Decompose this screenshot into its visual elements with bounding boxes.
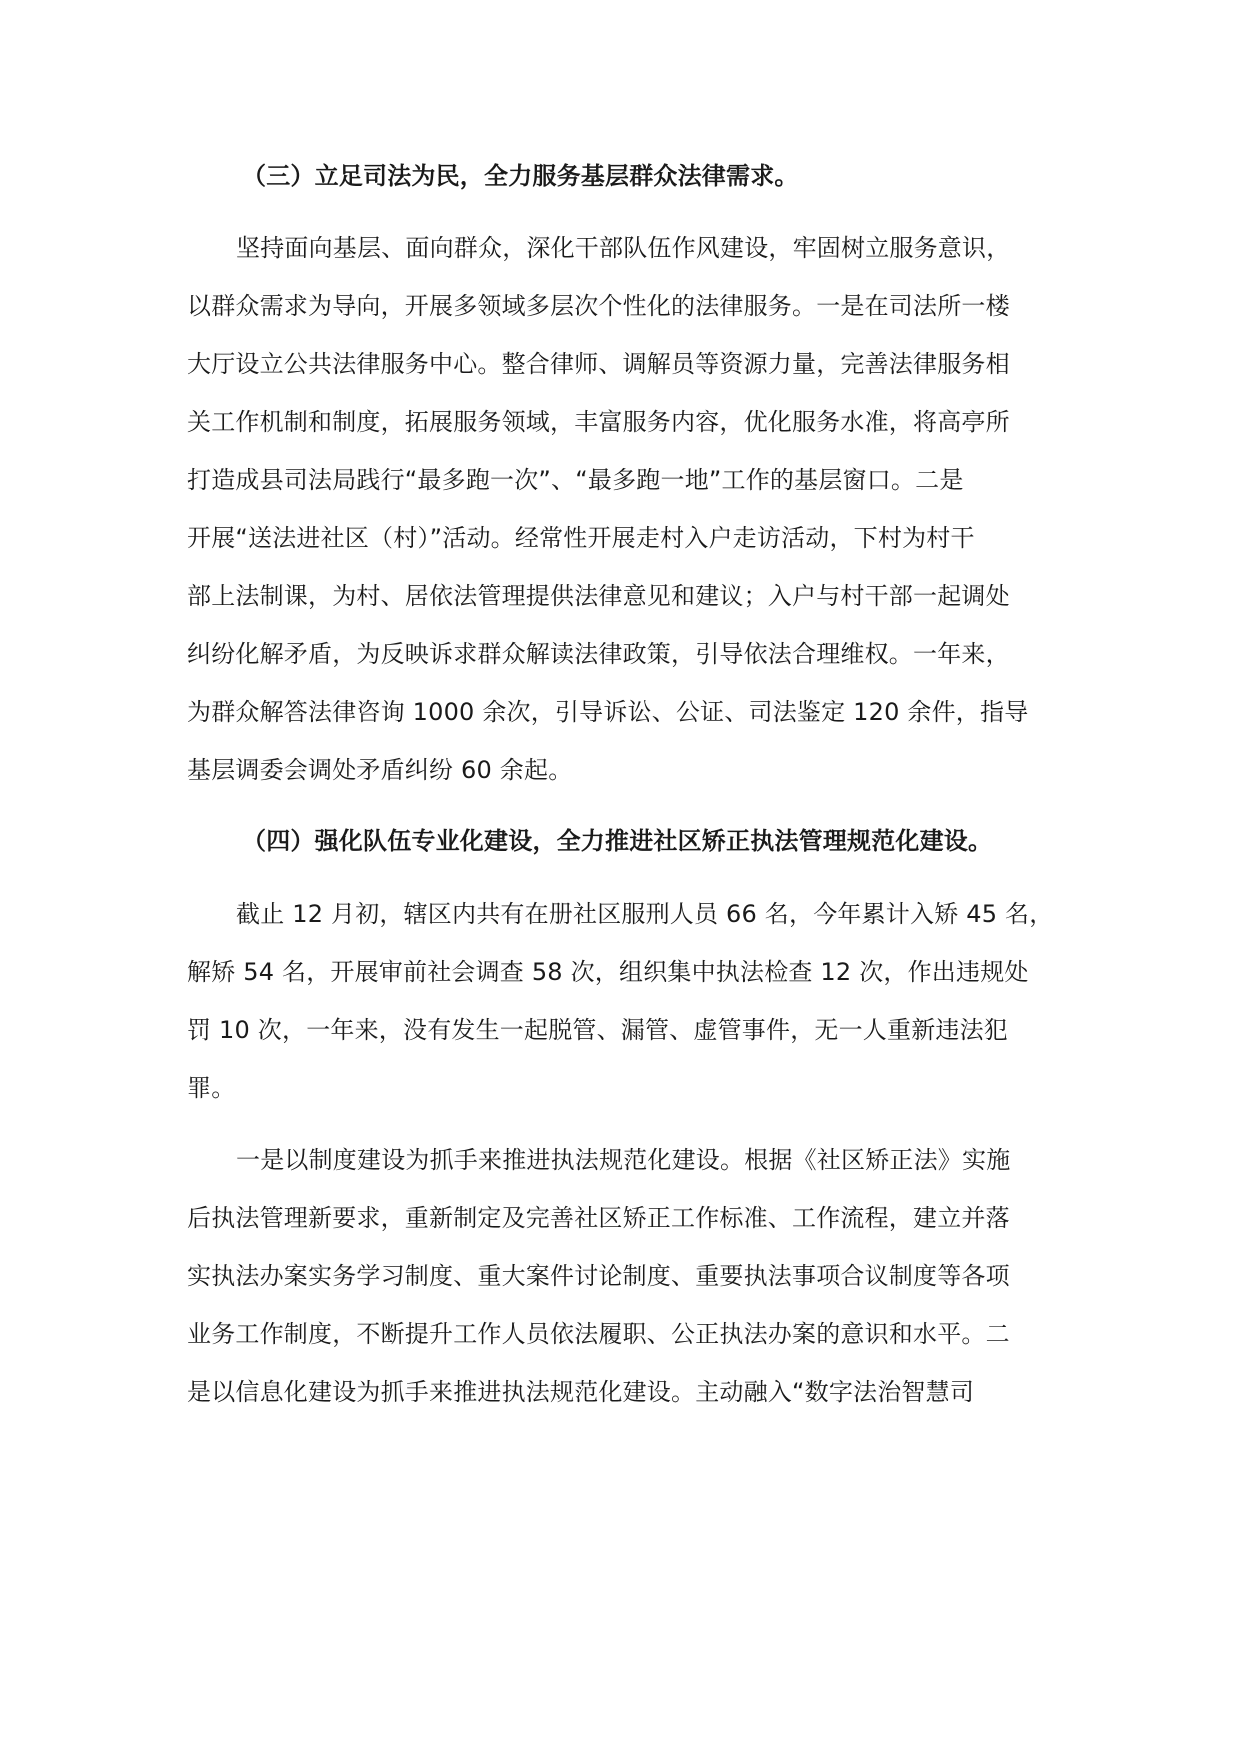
section-3-heading: （三）立足司法为民，全力服务基层群众法律需求。 — [242, 162, 799, 190]
paragraph-line: 基层调委会调处矛盾纠纷 60 余起。 — [187, 756, 573, 784]
section-4-heading: （四）强化队伍专业化建设，全力推进社区矫正执法管理规范化建设。 — [242, 827, 993, 855]
paragraph-line: 一是以制度建设为抓手来推进执法规范化建设。根据《社区矫正法》实施 — [236, 1146, 1011, 1174]
paragraph-line: 以群众需求为导向，开展多领域多层次个性化的法律服务。一是在司法所一楼 — [187, 292, 1010, 320]
paragraph-line: 纠纷化解矛盾，为反映诉求群众解读法律政策，引导依法合理维权。一年来， — [187, 640, 1010, 668]
paragraph-line: 开展“送法进社区（村）”活动。经常性开展走村入户走访活动，下村为村干 — [187, 524, 975, 552]
paragraph-line: 坚持面向基层、面向群众，深化干部队伍作风建设，牢固树立服务意识， — [236, 234, 1011, 262]
paragraph-line: 截止 12 月初，辖区内共有在册社区服刑人员 66 名，今年累计入矫 45 名， — [236, 900, 1054, 928]
paragraph-line: 部上法制课，为村、居依法管理提供法律意见和建议；入户与村干部一起调处 — [187, 582, 1010, 610]
paragraph-line: 关工作机制和制度，拓展服务领域，丰富服务内容，优化服务水准，将高亭所 — [187, 408, 1010, 436]
paragraph-line: 罚 10 次，一年来，没有发生一起脱管、漏管、虚管事件，无一人重新违法犯 — [187, 1016, 1008, 1044]
paragraph-line: 是以信息化建设为抓手来推进执法规范化建设。主动融入“数字法治智慧司 — [187, 1378, 975, 1406]
paragraph-line: 业务工作制度，不断提升工作人员依法履职、公正执法办案的意识和水平。二 — [187, 1320, 1010, 1348]
paragraph-line: 为群众解答法律咨询 1000 余次，引导诉讼、公证、司法鉴定 120 余件，指导 — [187, 698, 1029, 726]
paragraph-line: 解矫 54 名，开展审前社会调查 58 次，组织集中执法检查 12 次，作出违规处 — [187, 958, 1029, 986]
paragraph-line: 打造成县司法局践行“最多跑一次”、“最多跑一地”工作的基层窗口。二是 — [187, 466, 964, 494]
paragraph-line: 罪。 — [187, 1074, 236, 1102]
paragraph-line: 实执法办案实务学习制度、重大案件讨论制度、重要执法事项合议制度等各项 — [187, 1262, 1010, 1290]
paragraph-line: 大厅设立公共法律服务中心。整合律师、调解员等资源力量，完善法律服务相 — [187, 350, 1010, 378]
paragraph-line: 后执法管理新要求，重新制定及完善社区矫正工作标准、工作流程，建立并落 — [187, 1204, 1010, 1232]
